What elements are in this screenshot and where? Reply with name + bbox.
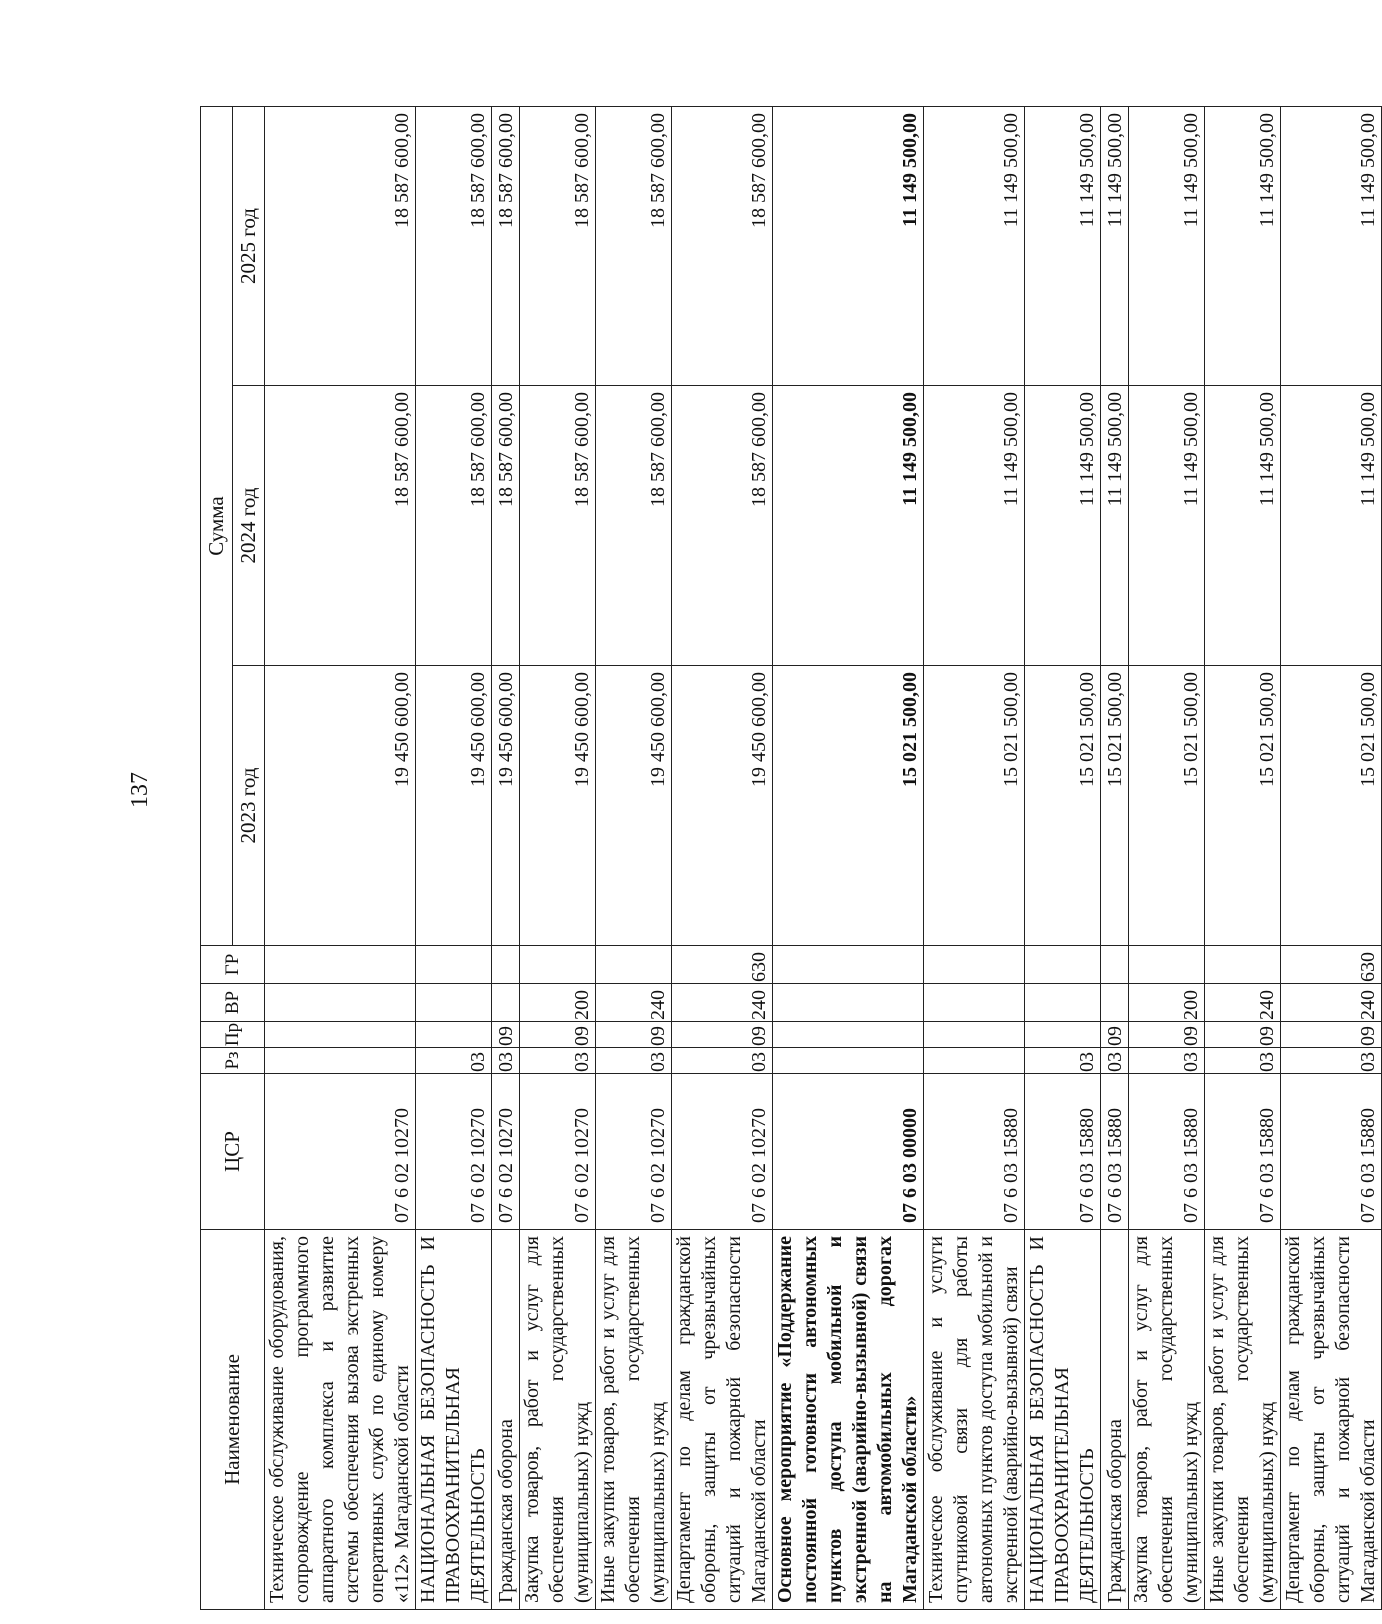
- cell-y2023: 15 021 500,00: [924, 666, 1025, 946]
- cell-pr: [1025, 1022, 1101, 1048]
- cell-y2023: 15 021 500,00: [773, 666, 924, 946]
- cell-y2023: 19 450 600,00: [596, 666, 672, 946]
- cell-y2024: 11 149 500,00: [1205, 386, 1281, 666]
- cell-rz: 03: [672, 1048, 773, 1074]
- header-2023: 2023 год: [233, 666, 265, 946]
- cell-rz: 03: [596, 1048, 672, 1074]
- cell-name: Иные закупки товаров, работ и услуг для обеспечения государственных (муниципальных) нужд: [596, 1230, 672, 1610]
- cell-vr: 240: [1205, 984, 1281, 1022]
- cell-pr: [265, 1022, 416, 1048]
- table-row: [1129, 107, 1205, 1610]
- table-row: [265, 107, 416, 1610]
- table-row: [1025, 107, 1101, 1610]
- cell-rz: 03: [520, 1048, 596, 1074]
- cell-y2023: 19 450 600,00: [416, 666, 492, 946]
- cell-y2025: 11 149 500,00: [1101, 107, 1129, 386]
- cell-y2025: 18 587 600,00: [492, 107, 520, 386]
- cell-pr: 09: [520, 1022, 596, 1048]
- cell-y2024: 18 587 600,00: [672, 386, 773, 666]
- cell-name: Гражданская оборона: [1101, 1230, 1129, 1610]
- table-row: [773, 107, 924, 1610]
- cell-rz: 03: [1281, 1048, 1382, 1074]
- cell-rz: 03: [1101, 1048, 1129, 1074]
- cell-vr: [1101, 984, 1129, 1022]
- table-row: [1281, 107, 1382, 1610]
- cell-y2025: 18 587 600,00: [520, 107, 596, 386]
- cell-pr: 09: [1129, 1022, 1205, 1048]
- header-row-1: [201, 107, 233, 1610]
- header-gr: ГР: [201, 946, 265, 984]
- cell-gr: 630: [672, 946, 773, 984]
- cell-y2025: 11 149 500,00: [1205, 107, 1281, 386]
- cell-gr: [773, 946, 924, 984]
- cell-gr: [924, 946, 1025, 984]
- cell-vr: 200: [1129, 984, 1205, 1022]
- cell-y2024: 18 587 600,00: [416, 386, 492, 666]
- cell-y2023: 19 450 600,00: [520, 666, 596, 946]
- cell-y2024: 11 149 500,00: [1025, 386, 1101, 666]
- cell-gr: [1101, 946, 1129, 984]
- cell-csr: 07 6 02 10270: [416, 1074, 492, 1230]
- cell-y2024: 18 587 600,00: [596, 386, 672, 666]
- table-row: [924, 107, 1025, 1610]
- cell-vr: [416, 984, 492, 1022]
- table-row: [596, 107, 672, 1610]
- table-row: [1101, 107, 1129, 1610]
- cell-gr: [265, 946, 416, 984]
- cell-gr: [1129, 946, 1205, 984]
- cell-pr: 09: [492, 1022, 520, 1048]
- header-pr: Пр: [201, 1022, 265, 1048]
- cell-csr: 07 6 02 10270: [520, 1074, 596, 1230]
- header-rz: Рз: [201, 1048, 265, 1074]
- cell-y2025: 11 149 500,00: [1129, 107, 1205, 386]
- cell-gr: [520, 946, 596, 984]
- cell-rz: [773, 1048, 924, 1074]
- cell-rz: 03: [1129, 1048, 1205, 1074]
- cell-csr: 07 6 02 10270: [492, 1074, 520, 1230]
- cell-gr: [416, 946, 492, 984]
- cell-csr: 07 6 03 15880: [1025, 1074, 1101, 1230]
- cell-rz: 03: [1205, 1048, 1281, 1074]
- header-2024: 2024 год: [233, 386, 265, 666]
- cell-name: Основное мероприятие «Поддержание постоянной готовности автономных пунктов доступа мобильной и экстренной (аварийно-вызывной) связи на автомобильных дорогах Магаданской области»: [773, 1230, 924, 1610]
- cell-pr: [924, 1022, 1025, 1048]
- cell-csr: 07 6 03 15880: [1281, 1074, 1382, 1230]
- cell-name: Техническое обслуживание оборудования, сопровождение программного аппаратного комплекса и развитие системы обеспечения вызова экстренных оперативных служб по единому номеру «112» Магаданской области: [265, 1230, 416, 1610]
- cell-pr: [416, 1022, 492, 1048]
- cell-y2023: 19 450 600,00: [265, 666, 416, 946]
- cell-y2024: 11 149 500,00: [773, 386, 924, 666]
- table-row: [672, 107, 773, 1610]
- cell-vr: [1025, 984, 1101, 1022]
- cell-y2025: 11 149 500,00: [1025, 107, 1101, 386]
- cell-rz: 03: [1025, 1048, 1101, 1074]
- header-name: Наименование: [201, 1230, 265, 1610]
- table-row: [1205, 107, 1281, 1610]
- document-table-container: [200, 107, 1379, 1610]
- cell-csr: 07 6 03 15880: [924, 1074, 1025, 1230]
- cell-name: Закупка товаров, работ и услуг для обеспечения государственных (муниципальных) нужд: [520, 1230, 596, 1610]
- cell-y2023: 15 021 500,00: [1025, 666, 1101, 946]
- cell-csr: 07 6 02 10270: [596, 1074, 672, 1230]
- rotated-table-frame: [200, 107, 1379, 1610]
- cell-gr: 630: [1281, 946, 1382, 984]
- budget-table: [200, 106, 1382, 1610]
- cell-pr: 09: [1205, 1022, 1281, 1048]
- page-number: 137: [127, 772, 153, 808]
- cell-name: Гражданская оборона: [492, 1230, 520, 1610]
- cell-y2025: 11 149 500,00: [773, 107, 924, 386]
- cell-vr: [265, 984, 416, 1022]
- cell-vr: [924, 984, 1025, 1022]
- cell-csr: 07 6 02 10270: [672, 1074, 773, 1230]
- table-body: [265, 107, 1382, 1610]
- cell-y2023: 15 021 500,00: [1205, 666, 1281, 946]
- cell-y2025: 18 587 600,00: [416, 107, 492, 386]
- cell-csr: 07 6 03 15880: [1129, 1074, 1205, 1230]
- cell-vr: 240: [596, 984, 672, 1022]
- cell-pr: 09: [672, 1022, 773, 1048]
- cell-csr: 07 6 02 10270: [265, 1074, 416, 1230]
- header-2025: 2025 год: [233, 107, 265, 386]
- cell-y2024: 18 587 600,00: [520, 386, 596, 666]
- cell-y2024: 11 149 500,00: [1101, 386, 1129, 666]
- cell-rz: 03: [416, 1048, 492, 1074]
- cell-name: НАЦИОНАЛЬНАЯ БЕЗОПАСНОСТЬ И ПРАВООХРАНИТЕЛЬНАЯ ДЕЯТЕЛЬНОСТЬ: [416, 1230, 492, 1610]
- cell-csr: 07 6 03 00000: [773, 1074, 924, 1230]
- cell-name: Закупка товаров, работ и услуг для обеспечения государственных (муниципальных) нужд: [1129, 1230, 1205, 1610]
- cell-gr: [1205, 946, 1281, 984]
- cell-pr: 09: [596, 1022, 672, 1048]
- cell-csr: 07 6 03 15880: [1101, 1074, 1129, 1230]
- cell-vr: 240: [1281, 984, 1382, 1022]
- header-sum: Сумма: [201, 107, 233, 946]
- cell-pr: [773, 1022, 924, 1048]
- cell-csr: 07 6 03 15880: [1205, 1074, 1281, 1230]
- cell-name: Иные закупки товаров, работ и услуг для обеспечения государственных (муниципальных) нужд: [1205, 1230, 1281, 1610]
- cell-y2023: 15 021 500,00: [1281, 666, 1382, 946]
- cell-y2023: 15 021 500,00: [1129, 666, 1205, 946]
- header-csr: ЦСР: [201, 1074, 265, 1230]
- cell-y2024: 18 587 600,00: [265, 386, 416, 666]
- header-vr: ВР: [201, 984, 265, 1022]
- table-row: [492, 107, 520, 1610]
- cell-name: Техническое обслуживание и услуги спутниковой связи для работы автономных пунктов доступа мобильной и экстренной (аварийно-вызывной) связи: [924, 1230, 1025, 1610]
- cell-gr: [1025, 946, 1101, 984]
- cell-name: Департамент по делам гражданской обороны, защиты от чрезвычайных ситуаций и пожарной безопасности Магаданской области: [672, 1230, 773, 1610]
- cell-gr: [596, 946, 672, 984]
- cell-gr: [492, 946, 520, 984]
- table-row: [520, 107, 596, 1610]
- cell-y2024: 18 587 600,00: [492, 386, 520, 666]
- cell-y2025: 18 587 600,00: [596, 107, 672, 386]
- cell-y2024: 11 149 500,00: [1129, 386, 1205, 666]
- cell-vr: [773, 984, 924, 1022]
- cell-pr: 09: [1281, 1022, 1382, 1048]
- cell-rz: [924, 1048, 1025, 1074]
- cell-y2024: 11 149 500,00: [1281, 386, 1382, 666]
- cell-y2025: 18 587 600,00: [265, 107, 416, 386]
- cell-name: Департамент по делам гражданской обороны, защиты от чрезвычайных ситуаций и пожарной безопасности Магаданской области: [1281, 1230, 1382, 1610]
- table-row: [416, 107, 492, 1610]
- cell-y2024: 11 149 500,00: [924, 386, 1025, 666]
- cell-y2025: 18 587 600,00: [672, 107, 773, 386]
- cell-y2023: 15 021 500,00: [1101, 666, 1129, 946]
- cell-pr: 09: [1101, 1022, 1129, 1048]
- cell-vr: 240: [672, 984, 773, 1022]
- cell-vr: 200: [520, 984, 596, 1022]
- cell-rz: 03: [492, 1048, 520, 1074]
- cell-name: НАЦИОНАЛЬНАЯ БЕЗОПАСНОСТЬ И ПРАВООХРАНИТЕЛЬНАЯ ДЕЯТЕЛЬНОСТЬ: [1025, 1230, 1101, 1610]
- cell-y2025: 11 149 500,00: [1281, 107, 1382, 386]
- cell-y2023: 19 450 600,00: [672, 666, 773, 946]
- cell-y2023: 19 450 600,00: [492, 666, 520, 946]
- cell-vr: [492, 984, 520, 1022]
- cell-rz: [265, 1048, 416, 1074]
- cell-y2025: 11 149 500,00: [924, 107, 1025, 386]
